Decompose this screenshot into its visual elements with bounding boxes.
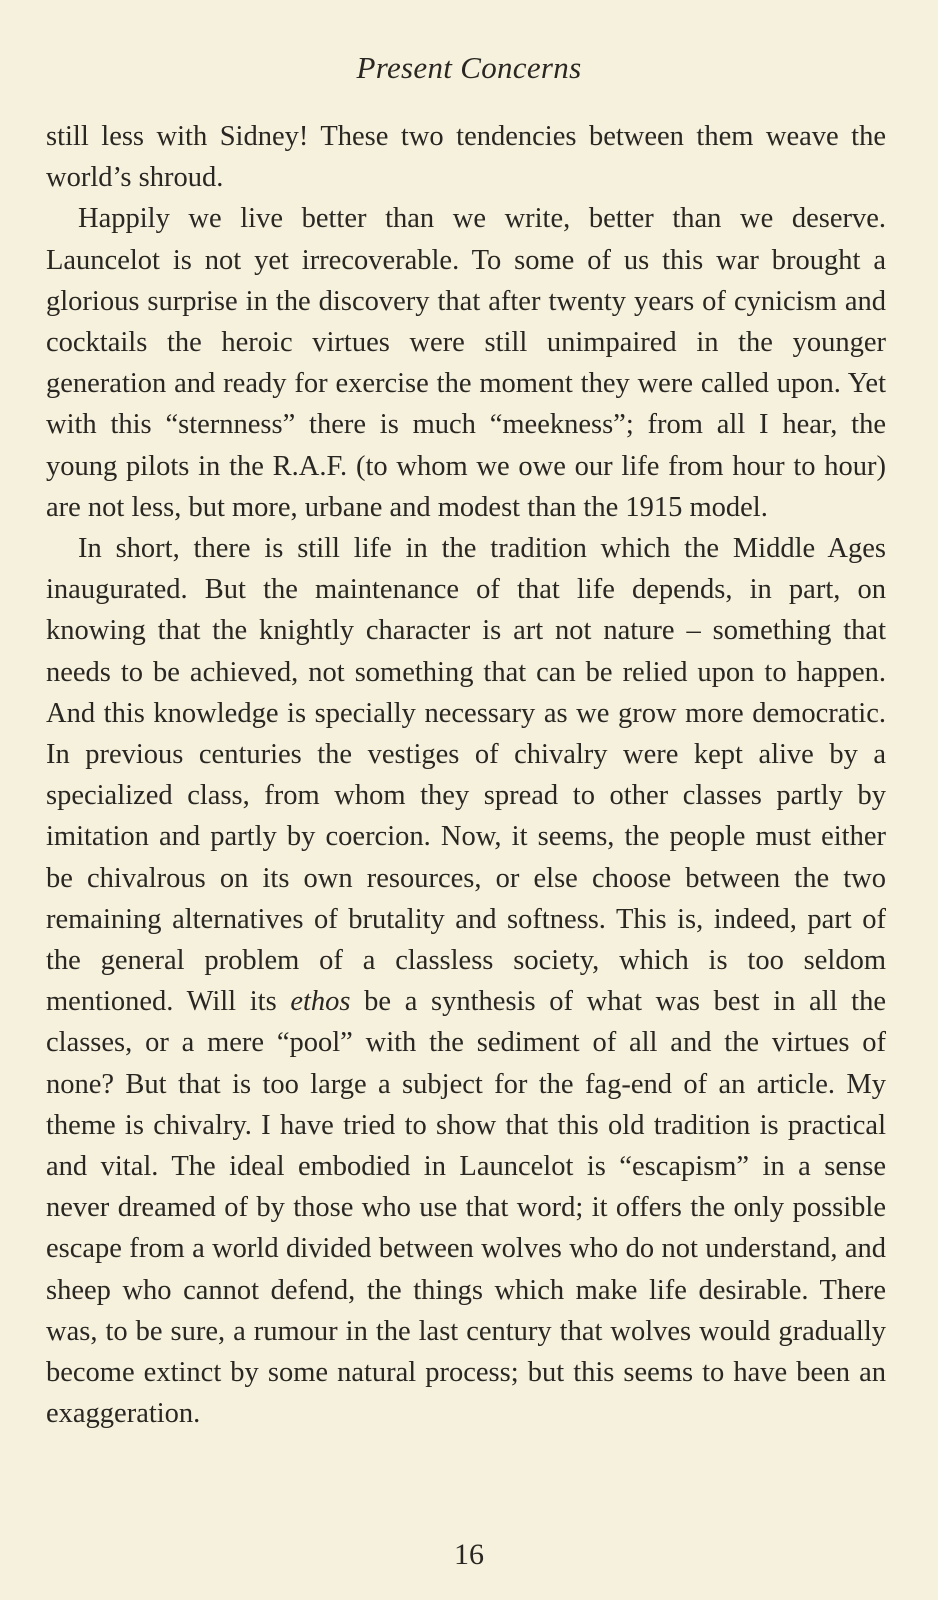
paragraph-in-short-part-2: be a synthesis of what was best in all the classes, or a mere “pool” with the sediment of all and the virtues of none? But that is too large a subject for the fag-end of an article. My theme is chivalry. I have tried to show that this old tradition is practical and vital. The ideal embodied in Launcelot is “escapism” in a sense never dreamed of by those who use that word; it offers the only possible escape from a world divided between wolves who do not understand, and sheep who cannot defend, the things which make life desirable. There was, to be sure, a rumour in the last century that wolves would gradually become extinct by some natural process; but this seems to have been an exaggeration. — [46, 986, 887, 1430]
emphasis-ethos: ethos — [290, 986, 351, 1018]
page-number: 16 — [454, 1538, 484, 1571]
body-text — [46, 116, 886, 1435]
paragraph-continuation: still less with Sidney! These two tendencies between them weave the world’s shroud. — [46, 121, 886, 194]
paragraph-in-short — [46, 528, 886, 1434]
running-head: Present Concerns — [356, 50, 582, 85]
paragraph-in-short-part-1: In short, there is still life in the tradition which the Middle Ages inaugurated. But the maintenance of that life depends, in part, on knowing that the knightly character is art not nature – something that needs to be achieved, not something that can be relied upon to happen. And this knowledge is specially necessary as we grow more democratic. In previous centuries the vestiges of chivalry were kept alive by a specialized class, from whom they spread to other classes partly by imitation and partly by coercion. Now, it seems, the people must either be chivalrous on its own resources, or else choose between the two remaining alternatives of brutality and softness. This is, indeed, part of the general problem of a classless society, which is too seldom mentioned. Will its — [46, 533, 886, 1018]
paragraph-happily: Happily we live better than we write, better than we deserve. Launcelot is not yet irrecoverable. To some of us this war brought a glorious surprise in the discovery that after twenty years of cynicism and cocktails the heroic virtues were still unimpaired in the younger generation and ready for exercise the moment they were called upon. Yet with this “sternness” there is much “meekness”; from all I hear, the young pilots in the R.A.F. (to whom we owe our life from hour to hour) are not less, but more, urbane and modest than the 1915 model. — [46, 203, 886, 523]
